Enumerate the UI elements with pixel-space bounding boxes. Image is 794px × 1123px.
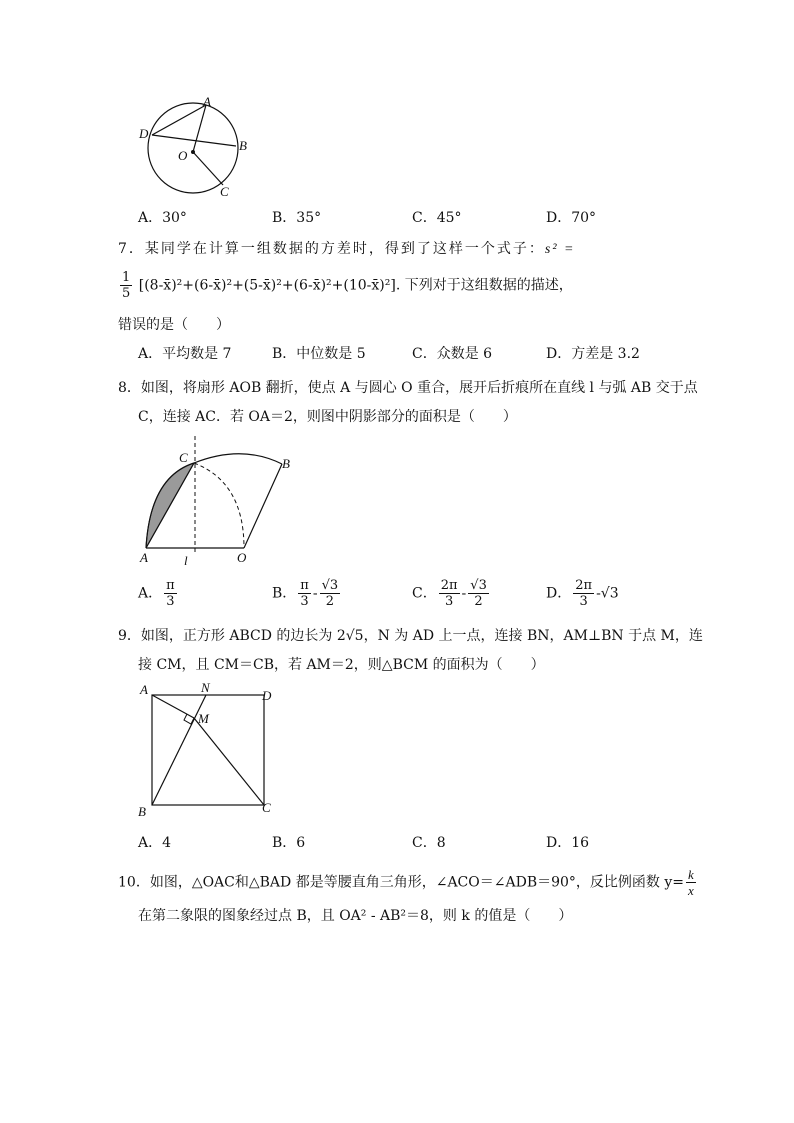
label-b: B [138, 804, 146, 819]
q9-option-a[interactable]: A．4 [138, 835, 172, 851]
q7-fraction: $\frac{1}{5}$ [122, 270, 131, 301]
label-m: M [198, 711, 209, 726]
q8-option-c[interactable]: C． $\frac{2\pi}{3}$ - $\frac{√3}{2}$ [412, 578, 487, 609]
q7-stem-line2: $\frac{1}{5}$ [(8-x̄)²+(6-x̄)²+(5-x̄)²+(6-x̄)²+(10-x̄)²]. 下列对于这组数据的描述， [122, 270, 573, 301]
label-c: C [179, 450, 188, 465]
q10-fraction: $\frac{k}{x}$ [688, 867, 694, 898]
q7-stem-line3: 错误的是（ ） [118, 317, 230, 333]
q8-option-d[interactable]: D． $\frac{2\pi}{3}$ -√3 [546, 578, 619, 609]
label-o: O [237, 550, 247, 565]
q7-option-b[interactable]: B．中位数是 5 [272, 346, 366, 362]
label-c: C [220, 184, 229, 199]
q10-stem-line2: 在第二象限的图象经过点 B，且 OA² - AB²＝8，则 k 的值是（ ） [138, 908, 573, 924]
q9-option-c[interactable]: C．8 [412, 835, 446, 851]
q6-option-d[interactable]: D．70° [546, 210, 597, 226]
q6-option-b[interactable]: B．35° [272, 210, 322, 226]
q7-stem-line1: 7．某同学在计算一组数据的方差时，得到了这样一个式子：s² = [118, 241, 576, 257]
q8-stem-line2: C，连接 AC．若 OA＝2，则图中阴影部分的面积是（ ） [138, 409, 517, 425]
q9-stem-line1: 9．如图，正方形 ABCD 的边长为 2√5，N 为 AD 上一点，连接 BN，AM⊥BN 于点 M，连 [118, 628, 703, 644]
label-b: B [282, 456, 290, 471]
q9-option-d[interactable]: D．16 [546, 835, 590, 851]
label-b: B [239, 138, 247, 153]
q8-option-b[interactable]: B． $\frac{\pi}{3}$ - $\frac{√3}{2}$ [272, 578, 339, 609]
label-l: l [184, 553, 188, 568]
label-d: D [139, 126, 149, 141]
label-a: A [140, 550, 148, 565]
q7-option-a[interactable]: A．平均数是 7 [138, 346, 232, 362]
q6-option-a[interactable]: A．30° [138, 210, 187, 226]
q9-option-b[interactable]: B．6 [272, 835, 306, 851]
q10-stem-line1: 10．如图，△OAC和△BAD 都是等腰直角三角形，∠ACO＝∠ADB＝90°，反比例函数 y= $\frac{k}{x}$ [118, 867, 694, 898]
label-c: C [262, 800, 271, 815]
label-o: O [178, 148, 188, 163]
q7-option-d[interactable]: D．方差是 3.2 [546, 346, 640, 362]
label-a: A [140, 682, 148, 697]
q9-stem-line2: 接 CM，且 CM＝CB，若 AM＝2，则△BCM 的面积为（ ） [138, 657, 545, 673]
q8-option-a[interactable]: A． $\frac{\pi}{3}$ [138, 578, 175, 609]
q6-option-c[interactable]: C．45° [412, 210, 462, 226]
label-n: N [201, 680, 210, 695]
label-d: D [262, 688, 272, 703]
q8-stem-line1: 8．如图，将扇形 AOB 翻折，使点 A 与圆心 O 重合，展开后折痕所在直线 l 与弧 AB 交于点 [118, 380, 698, 396]
circle-figure [130, 90, 260, 200]
sector-figure [132, 432, 302, 570]
q7-option-c[interactable]: C．众数是 6 [412, 346, 493, 362]
q7-formula: [(8-x̄)²+(6-x̄)²+(5-x̄)²+(6-x̄)²+(10-x̄)²] [138, 277, 396, 294]
label-a: A [203, 94, 211, 109]
square-figure [134, 680, 284, 820]
